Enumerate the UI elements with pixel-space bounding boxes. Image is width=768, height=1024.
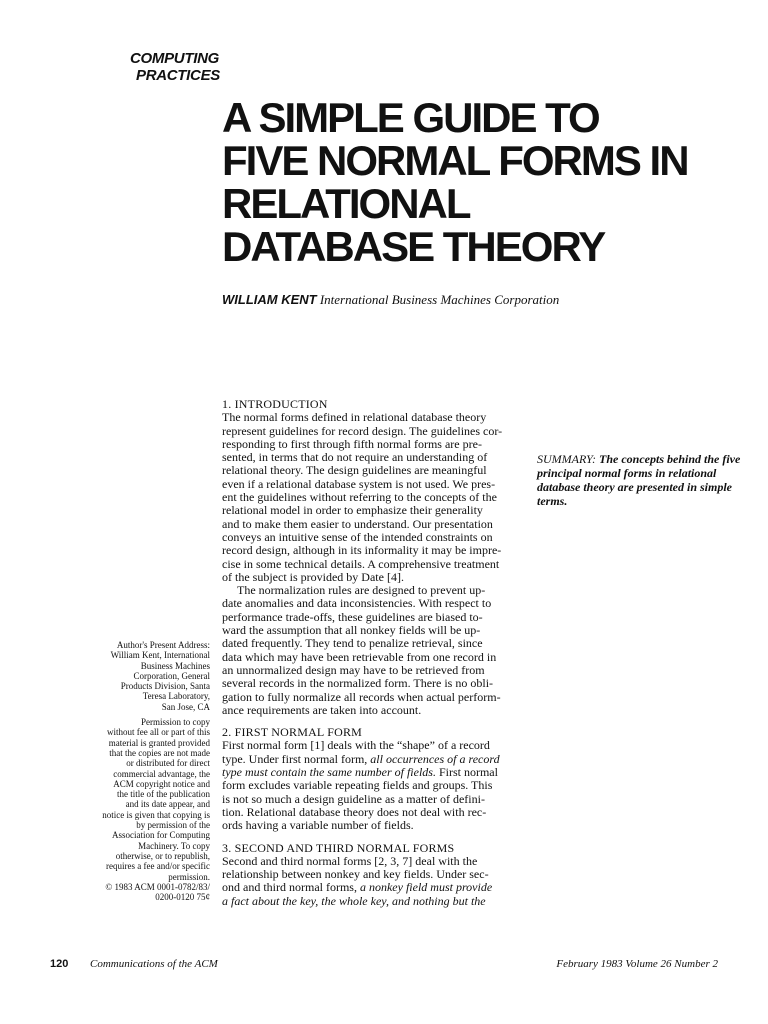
intro-paragraph-2	[222, 584, 520, 717]
text-line: gation to fully normalize all records when actual perform-	[222, 689, 501, 704]
text-line: dated frequently. They tend to penalize retrieval, since	[222, 636, 483, 651]
text-line: conveys an intuitive sense of the intended constraints on	[222, 529, 493, 544]
emphasis-span: a nonkey field must provide	[359, 880, 493, 895]
copyright-permission-notice	[60, 717, 210, 902]
author-notes-sidebar	[60, 640, 210, 902]
kicker-line: COMPUTING	[130, 50, 219, 67]
text-span: type. Under first normal form,	[222, 751, 371, 766]
text-line: without fee all or part of this	[107, 727, 210, 738]
section-heading-first-normal-form: 2. FIRST NORMAL FORM	[222, 725, 363, 740]
summary-label: SUMMARY:	[537, 452, 596, 466]
text-line: the title of the publication	[117, 789, 210, 800]
emphasis-span: all occurrences of a record	[370, 751, 500, 766]
author-affiliation: International Business Machines Corporation	[319, 292, 560, 307]
text-line: record design, although in its informality it may be impre-	[222, 543, 502, 558]
text-line: data which may have been retrievable from one record in	[222, 649, 497, 664]
section-heading-introduction: 1. INTRODUCTION	[222, 397, 328, 411]
section-kicker	[130, 50, 220, 84]
text-line: commercial advantage, the	[113, 768, 210, 779]
text-line: tion. Relational database theory does not deal with rec-	[222, 804, 487, 819]
section-heading-second-third-normal-forms: 3. SECOND AND THIRD NORMAL FORMS	[222, 840, 455, 855]
text-line: material is granted provided	[108, 737, 210, 748]
first-normal-form-rest	[222, 779, 520, 832]
text-line: Association for Computing	[112, 830, 210, 841]
journal-name: Communications of the ACM	[90, 958, 218, 970]
text-span: First normal	[435, 765, 498, 780]
first-normal-form-paragraph	[222, 739, 520, 832]
text-line: or distributed for direct	[126, 758, 210, 769]
text-line: Corporation, General	[133, 670, 210, 681]
text-span: ond and third normal forms,	[222, 880, 360, 895]
text-line: responding to first through fifth normal forms are pre-	[222, 436, 482, 451]
text-line: The normal forms defined in relational database theory	[222, 410, 487, 425]
title-line: RELATIONAL	[222, 180, 470, 227]
intro-paragraph-1	[222, 411, 520, 584]
text-line: ent the guidelines without referring to the concepts of the	[222, 490, 497, 505]
text-line: Author's Present Address:	[116, 640, 210, 650]
text-line: sented, in terms that do not require an understanding of	[222, 450, 488, 465]
text-line: Products Division, Santa	[120, 681, 210, 692]
second-normal-form-paragraph	[222, 855, 520, 908]
title-line: FIVE NORMAL FORMS IN	[222, 137, 688, 184]
text-line: performance trade-offs, these guidelines are biased to-	[222, 609, 483, 624]
text-line: Business Machines	[140, 660, 210, 671]
text-line: The normalization rules are designed to prevent up-	[237, 583, 486, 598]
text-line: 0200-0120 75¢	[155, 892, 210, 903]
text-line: and to make them easier to understand. Our presentation	[222, 516, 493, 531]
text-line: represent guidelines for record design. The guidelines cor-	[222, 423, 503, 438]
text-line	[222, 881, 520, 894]
text-line: by permission of the	[136, 820, 210, 831]
summary-text: The concepts behind the five principal normal forms in relational database theory are presented in simple terms.	[537, 452, 741, 508]
main-text-column	[222, 398, 520, 908]
text-line: Teresa Laboratory,	[142, 691, 210, 702]
text-line: ward the assumption that all nonkey fields will be up-	[222, 623, 481, 638]
text-line: cise in some technical details. A comprehensive treatment	[222, 556, 500, 571]
text-line: relational theory. The design guidelines are meaningful	[222, 463, 487, 478]
author-address	[60, 640, 210, 712]
issue-info: February 1983 Volume 26 Number 2	[556, 958, 718, 970]
text-line: San Jose, CA	[161, 701, 210, 712]
kicker-line: PRACTICES	[136, 67, 220, 84]
text-line: several records in the normalized form. There is no obli-	[222, 676, 494, 691]
text-line	[222, 766, 520, 779]
text-line: requires a fee and/or specific	[106, 861, 210, 872]
text-line: First normal form [1] deals with the “shape” of a record	[222, 738, 490, 753]
text-line: permission.	[168, 871, 210, 882]
text-line: ance requirements are taken into account.	[222, 702, 422, 717]
text-line: an unnormalized design may have to be retrieved from	[222, 662, 485, 677]
text-line: Permission to copy	[141, 717, 210, 728]
author-name: WILLIAM KENT	[222, 292, 317, 307]
text-line: even if a relational database system is not used. We pres-	[222, 476, 496, 491]
text-line: William Kent, International	[110, 650, 210, 661]
text-line: of the subject is provided by Date [4].	[222, 569, 404, 584]
text-line: Second and third normal forms [2, 3, 7] deal with the	[222, 853, 478, 868]
text-line: and its date appear, and	[125, 799, 210, 810]
summary-box	[537, 452, 747, 508]
text-line: otherwise, or to republish,	[115, 850, 210, 861]
text-line: that the copies are not made	[109, 747, 210, 758]
text-line: ACM copyright notice and	[113, 778, 210, 789]
text-line: is not so much a design guideline as a matter of defini-	[222, 791, 485, 806]
title-line: DATABASE THEORY	[222, 223, 605, 270]
text-line: notice is given that copying is	[102, 809, 210, 820]
article-title	[222, 96, 688, 268]
text-line: form excludes variable repeating fields and groups. This	[222, 778, 493, 793]
page-number: 120	[50, 958, 69, 970]
emphasis-span: type must contain the same number of fields.	[222, 765, 436, 780]
emphasis-span: a fact about the key, the whole key, and nothing but the	[222, 893, 486, 908]
text-line: © 1983 ACM 0001-0782/83/	[105, 881, 210, 892]
byline	[222, 292, 559, 308]
text-line: Machinery. To copy	[138, 840, 210, 851]
text-line: date anomalies and data inconsistencies. With respect to	[222, 596, 492, 611]
text-line: ords having a variable number of fields.	[222, 818, 414, 833]
title-line: A SIMPLE GUIDE TO	[222, 94, 599, 141]
text-line: relational model in order to emphasize their generality	[222, 503, 483, 518]
text-line	[222, 753, 520, 766]
text-line: relationship between nonkey and key fields. Under sec-	[222, 867, 489, 882]
text-line	[222, 895, 520, 908]
